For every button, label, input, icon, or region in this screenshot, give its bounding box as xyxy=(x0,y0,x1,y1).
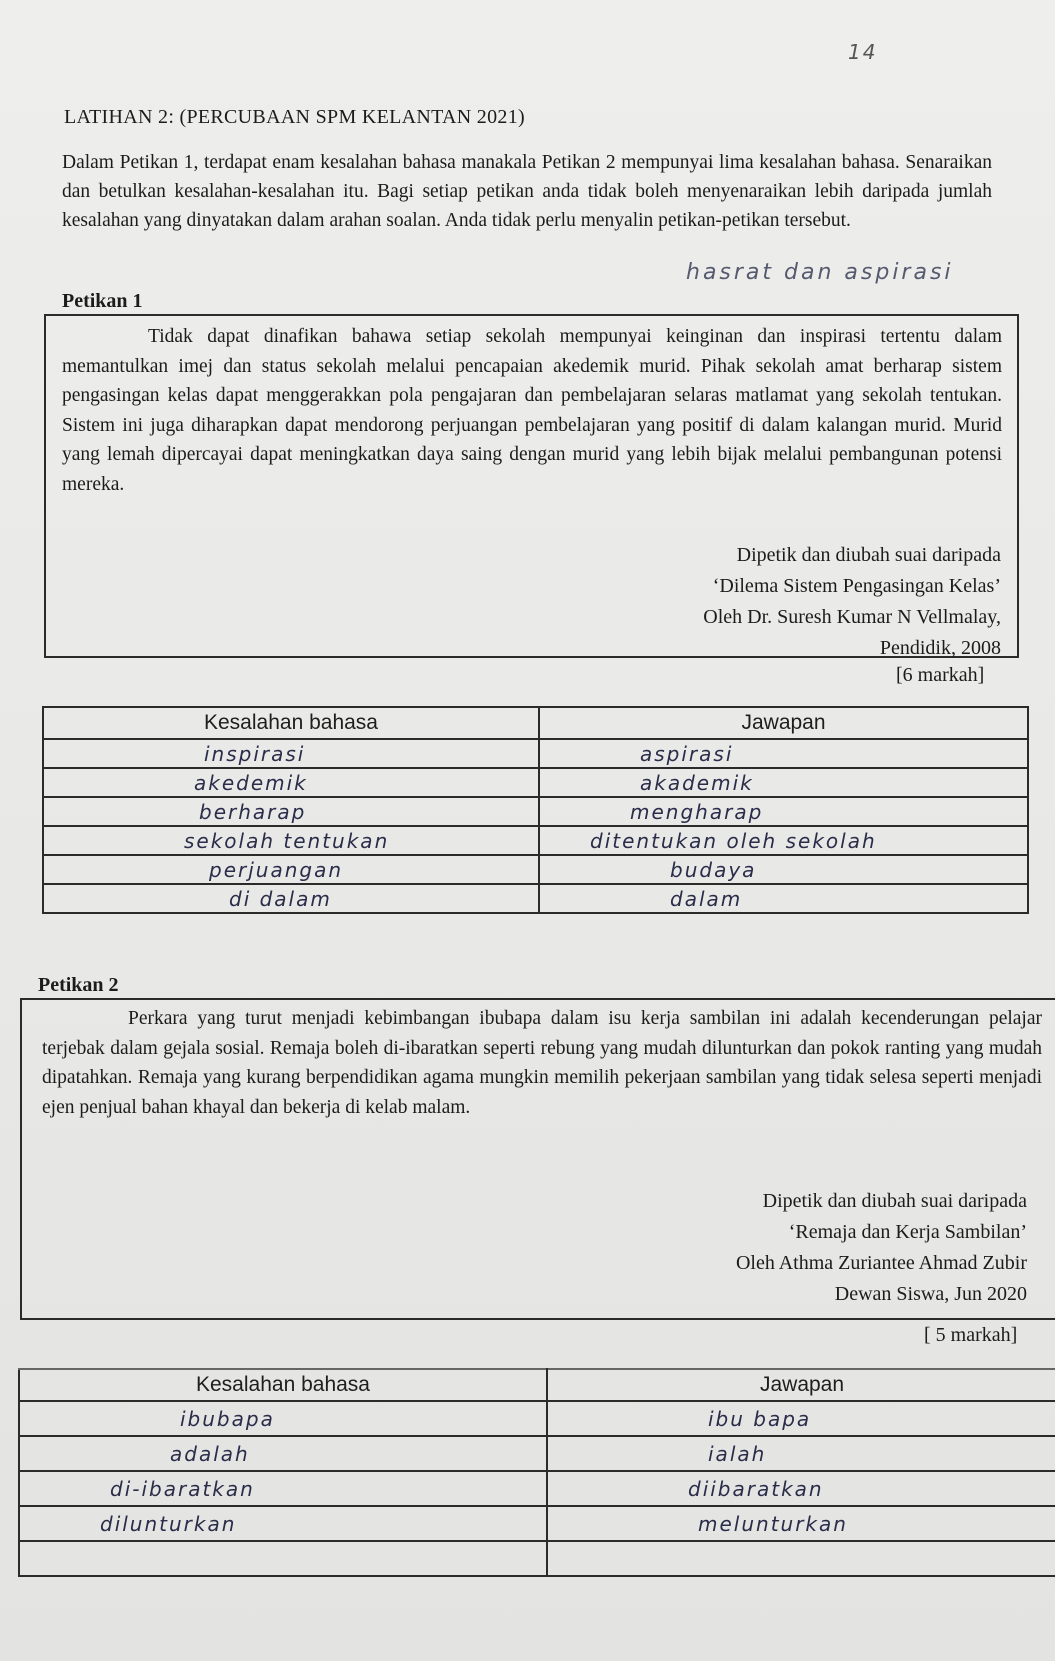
passage1-text: Tidak dapat dinafikan bahawa setiap sekolah mempunyai keinginan dan inspirasi tertentu dalam memantulkan imej dan status sekolah melalui pencapaian akedemik murid. Pihak sekolah amat berharap sistem pengasingan kelas dapat menggerakkan pola pengajaran dan pembelajaran selaras matlamat yang sekolah tentukan. Sistem ini juga diharapkan dapat mendorong perjuangan pembelajaran yang positif di dalam kalangan murid. Murid yang lemah dipercayai dapat meningkatkan daya saing dengan murid yang lebih bijak melalui pembangunan potensi mereka. xyxy=(62,326,1002,495)
table-row xyxy=(19,1541,1055,1576)
error-cell xyxy=(43,797,539,826)
error-text: ibubapa xyxy=(180,1406,275,1431)
passage1-box xyxy=(44,314,1019,658)
answer-cell xyxy=(547,1471,1055,1506)
error-cell xyxy=(19,1506,547,1541)
error-cell xyxy=(43,768,539,797)
table-row xyxy=(43,797,1028,826)
passage2-marks: [ 5 markah] xyxy=(924,1324,1018,1346)
column-header-answer: Jawapan xyxy=(547,1369,1055,1401)
error-cell xyxy=(43,826,539,855)
table-row xyxy=(43,739,1028,768)
passage2-source-line: Oleh Athma Zuriantee Ahmad Zubir xyxy=(735,1252,1027,1274)
error-text: di-ibaratkan xyxy=(110,1476,255,1501)
passage2-text: Perkara yang turut menjadi kebimbangan ibubapa dalam isu kerja sambilan ini adalah kecenderungan pelajar terjebak dalam gejala sosial. Remaja boleh di-ibaratkan seperti rebung yang mudah dilunturkan dan pokok ranting yang mudah dipatahkan. Remaja yang kurang berpendidikan agama mungkin memilih pekerjaan sambilan yang tidak selesa seperti menjadi ejen penjual bahan khayal dan bekerja di kelab malam. xyxy=(42,1008,1042,1118)
error-text: di dalam xyxy=(229,886,332,911)
answer-cell xyxy=(539,739,1028,768)
passage2-source-line: ‘Remaja dan Kerja Sambilan’ xyxy=(788,1221,1027,1243)
error-cell xyxy=(43,884,539,913)
column-header-error: Kesalahan bahasa xyxy=(43,707,539,739)
answer-text: ibu bapa xyxy=(708,1406,812,1431)
table-header-row xyxy=(19,1369,1055,1401)
exercise-heading: LATIHAN 2: (PERCUBAAN SPM KELANTAN 2021) xyxy=(64,106,525,128)
table-row xyxy=(43,855,1028,884)
passage2-source xyxy=(736,1186,1027,1310)
answer-cell xyxy=(539,768,1028,797)
error-text: inspirasi xyxy=(204,741,306,766)
answer-cell xyxy=(539,826,1028,855)
passage1-source-line: Dipetik dan diubah suai daripada xyxy=(736,544,1001,566)
passage1-answer-table xyxy=(42,706,1029,914)
error-text: perjuangan xyxy=(209,857,344,882)
error-cell xyxy=(19,1541,547,1576)
answer-cell xyxy=(539,797,1028,826)
answer-text: mengharap xyxy=(630,799,764,824)
passage2-box xyxy=(20,998,1055,1320)
answer-cell xyxy=(547,1506,1055,1541)
error-cell xyxy=(19,1401,547,1436)
answer-text: ialah xyxy=(708,1441,767,1466)
answer-cell xyxy=(547,1541,1055,1576)
answer-text: melunturkan xyxy=(698,1511,848,1536)
page-number: 14 xyxy=(848,40,878,64)
error-cell xyxy=(19,1471,547,1506)
answer-text: diibaratkan xyxy=(688,1476,824,1501)
passage1-source-line: Oleh Dr. Suresh Kumar N Vellmalay, xyxy=(703,606,1001,628)
error-text: sekolah tentukan xyxy=(184,828,390,853)
passage1-source xyxy=(703,540,1001,664)
column-header-answer: Jawapan xyxy=(539,707,1028,739)
answer-cell xyxy=(547,1401,1055,1436)
answer-text: akademik xyxy=(640,770,754,795)
error-cell xyxy=(19,1436,547,1471)
answer-cell xyxy=(539,884,1028,913)
answer-text: ditentukan oleh sekolah xyxy=(590,828,877,853)
passage1-source-line: ‘Dilema Sistem Pengasingan Kelas’ xyxy=(712,575,1001,597)
table-row xyxy=(43,768,1028,797)
passage2-source-line: Dewan Siswa, Jun 2020 xyxy=(834,1283,1027,1305)
table-row xyxy=(19,1471,1055,1506)
error-text: dilunturkan xyxy=(100,1511,237,1536)
passage1-marks: [6 markah] xyxy=(896,664,985,686)
table-row xyxy=(19,1401,1055,1436)
error-cell xyxy=(43,855,539,884)
table-row xyxy=(19,1506,1055,1541)
error-text: adalah xyxy=(170,1441,250,1466)
answer-text: aspirasi xyxy=(640,741,734,766)
passage1-label: Petikan 1 xyxy=(62,290,143,312)
error-text: akedemik xyxy=(194,770,308,795)
handwritten-note: hasrat dan aspirasi xyxy=(686,260,954,285)
answer-cell xyxy=(539,855,1028,884)
error-text: berharap xyxy=(199,799,307,824)
answer-text: budaya xyxy=(670,857,757,882)
passage2-source-line: Dipetik dan diubah suai daripada xyxy=(762,1190,1027,1212)
error-cell xyxy=(43,739,539,768)
table-header-row xyxy=(43,707,1028,739)
answer-cell xyxy=(547,1436,1055,1471)
table-row xyxy=(43,884,1028,913)
table-row xyxy=(19,1436,1055,1471)
table-row xyxy=(43,826,1028,855)
column-header-error: Kesalahan bahasa xyxy=(19,1369,547,1401)
passage2-answer-table xyxy=(18,1368,1055,1577)
instructions: Dalam Petikan 1, terdapat enam kesalahan bahasa manakala Petikan 2 mempunyai lima kesalahan bahasa. Senaraikan dan betulkan kesalahan-kesalahan itu. Bagi setiap petikan anda tidak boleh menyenaraikan lebih daripada jumlah kesalahan yang dinyatakan dalam arahan soalan. Anda tidak perlu menyalin petikan-petikan tersebut. xyxy=(62,152,992,231)
passage2-label: Petikan 2 xyxy=(38,974,119,996)
passage1-source-line: Pendidik, 2008 xyxy=(879,637,1001,659)
answer-text: dalam xyxy=(670,886,743,911)
